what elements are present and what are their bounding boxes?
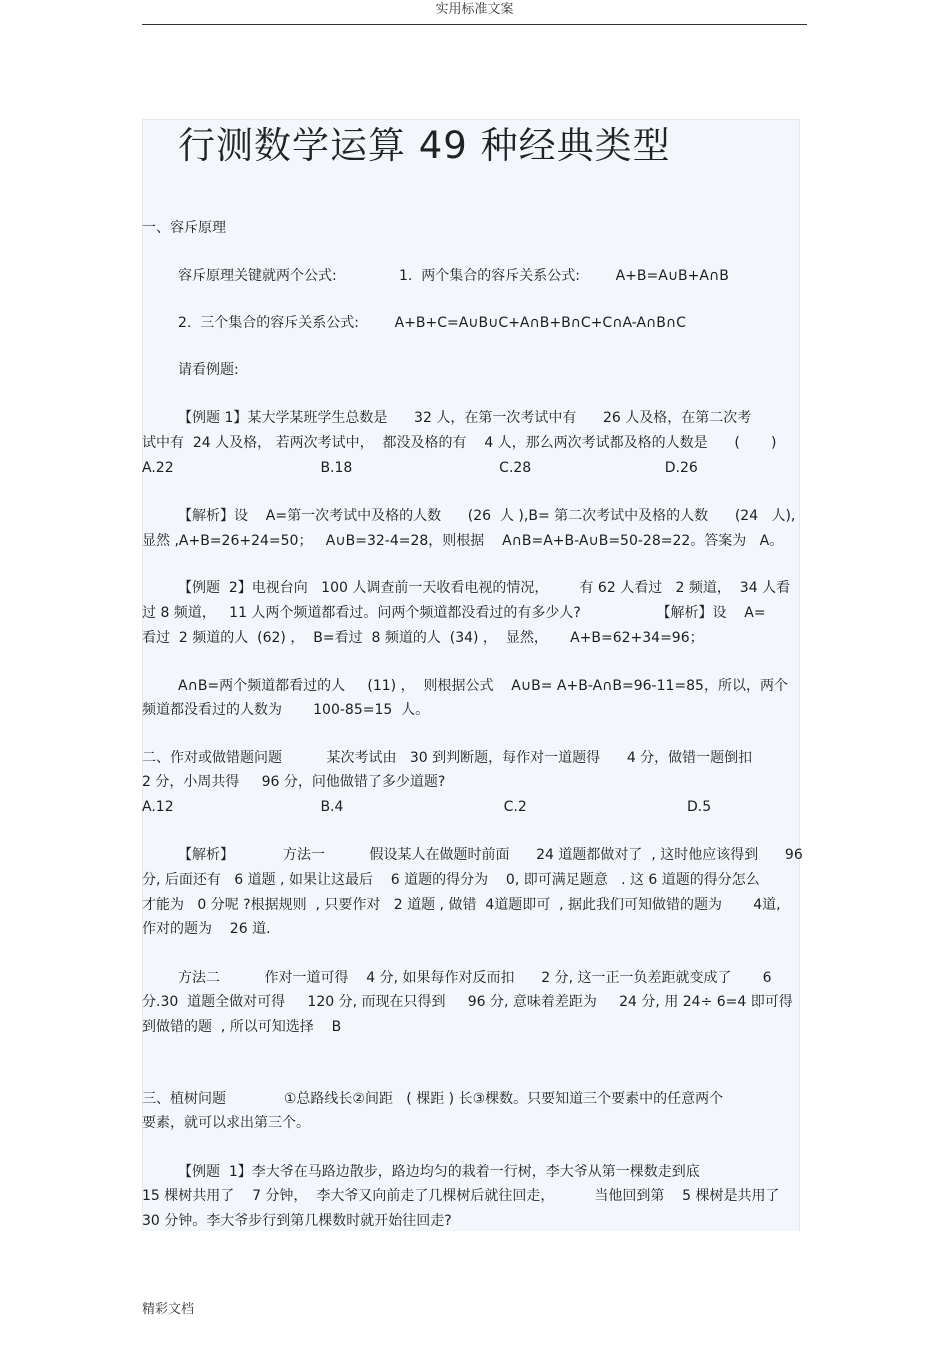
paragraph-line: 30 分钟。李大爷步行到第几棵数时就开始往回走? bbox=[142, 1213, 452, 1229]
section-heading-2: 二、作对或做错题问题 某次考试由 30 到判断题，每作对一道题得 4 分，做错一题倒扣 bbox=[142, 750, 753, 766]
paragraph-line: 试中有 24 人及格， 若两次考试中， 都没及格的有 4 人，那么两次考试都及格的人数是 ( ) bbox=[142, 435, 777, 451]
paragraph-line: 15 棵树共用了 7 分钟， 李大爷又向前走了几棵树后就往回走， 当他回到第 5 棵树是共用了 bbox=[142, 1188, 780, 1204]
paragraph-line: 显然 ,A+B=26+24=50； A∪B=32-4=28，则根据 A∩B=A+B-A∪B=50-28=22。答案为 A。 bbox=[142, 533, 784, 549]
paragraph-line: 【例题 1】某大学某班学生总数是 32 人，在第一次考试中有 26 人及格，在第二次考 bbox=[178, 410, 752, 426]
page-header: 实用标准文案 bbox=[142, 0, 807, 25]
section-heading-3: 三、植树问题 ①总路线长②间距 ( 棵距 ) 长③棵数。只要知道三个要素中的任意两个 bbox=[142, 1091, 724, 1107]
paragraph-line: 分, 后面还有 6 道题 , 如果让这最后 6 道题的得分为 0, 即可满足题意 . 这 6 道题的得分怎么 bbox=[142, 872, 760, 888]
paragraph-line: 看过 2 频道的人 (62) ， B=看过 8 频道的人 (34) ， 显然， A+B=62+34=96； bbox=[142, 630, 704, 646]
page-footer: 精彩文档 bbox=[142, 1302, 195, 1317]
paragraph-line: A∩B=两个频道都看过的人 (11) ， 则根据公式 A∪B= A+B-A∩B=96-11=85，所以，两个 bbox=[178, 678, 788, 694]
paragraph-line: 分.30 道题全做对可得 120 分, 而现在只得到 96 分, 意味着差距为 24 分, 用 24÷ 6=4 即可得 bbox=[142, 994, 793, 1010]
answer-options: A.12 B.4 C.2 D.5 bbox=[142, 799, 712, 815]
paragraph-line: 【例题 1】李大爷在马路边散步，路边均匀的栽着一行树，李大爷从第一棵数走到底 bbox=[178, 1164, 700, 1180]
section-heading-1: 一、容斥原理 bbox=[142, 220, 226, 236]
paragraph-line: 2. 三个集合的容斥关系公式: A+B+C=A∪B∪C+A∩B+B∩C+C∩A-A∩B∩C bbox=[178, 315, 686, 331]
paragraph-line: 方法二 作对一道可得 4 分, 如果每作对反而扣 2 分, 这一正一负差距就变成了 6 bbox=[178, 970, 772, 986]
paragraph-line: 到做错的题 , 所以可知选择 B bbox=[142, 1019, 342, 1035]
answer-options: A.22 B.18 C.28 D.26 bbox=[142, 460, 698, 476]
paragraph-line: 作对的题为 26 道. bbox=[142, 921, 271, 937]
paragraph-line: 【例题 2】电视台向 100 人调查前一天收看电视的情况， 有 62 人看过 2 频道， 34 人看 bbox=[178, 580, 791, 596]
paragraph-line: 容斥原理关键就两个公式: 1. 两个集合的容斥关系公式: A+B=A∪B+A∩B bbox=[178, 268, 729, 284]
paragraph-line: 要素，就可以求出第三个。 bbox=[142, 1115, 310, 1131]
document-title: 行测数学运算 49 种经典类型 bbox=[178, 124, 671, 167]
paragraph-line: 【解析】 方法一 假设某人在做题时前面 24 道题都做对了 , 这时他应该得到 96 bbox=[178, 847, 803, 863]
paragraph-line: 【解析】设 A=第一次考试中及格的人数 (26 人 ),B= 第二次考试中及格的人数 (24 人), bbox=[178, 508, 796, 524]
paragraph-line: 频道都没看过的人数为 100-85=15 人。 bbox=[142, 702, 430, 718]
paragraph-line: 过 8 频道， 11 人两个频道都看过。问两个频道都没看过的有多少人? 【解析】设 A= bbox=[142, 605, 766, 621]
paragraph-line: 请看例题: bbox=[178, 362, 239, 378]
paragraph-line: 才能为 0 分呢 ?根据规则 , 只要作对 2 道题 , 做错 4道题即可 , 据此我们可知做错的题为 4道, bbox=[142, 897, 781, 913]
paragraph-line: 2 分，小周共得 96 分，问他做错了多少道题? bbox=[142, 774, 446, 790]
